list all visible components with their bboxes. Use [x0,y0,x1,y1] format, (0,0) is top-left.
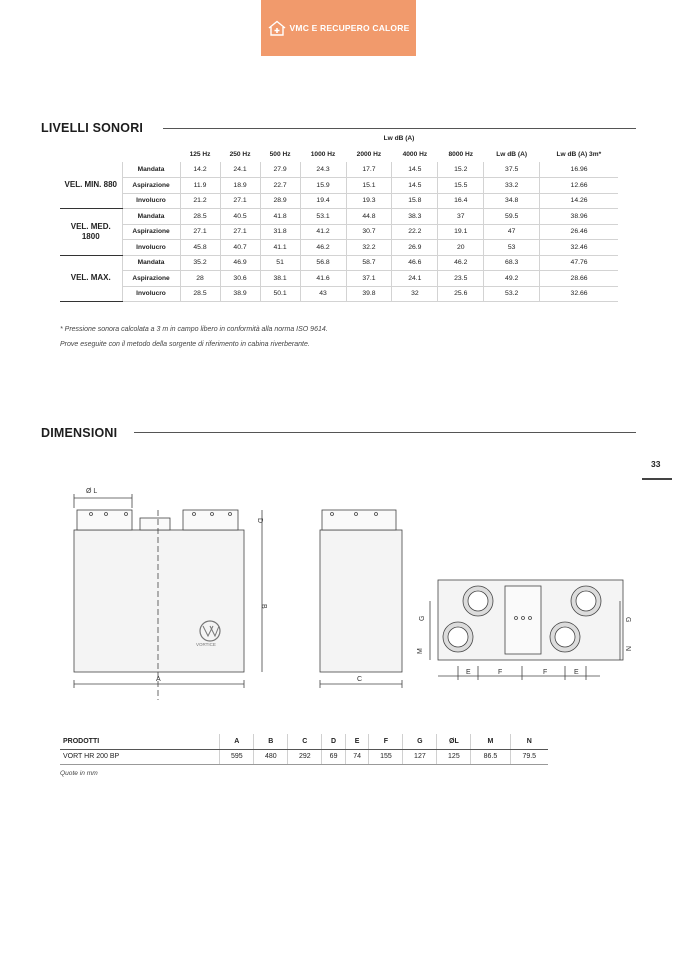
table-cell: 53.2 [484,286,540,302]
table-cell: 25.6 [438,286,484,302]
table-cell: 11.9 [180,178,220,194]
table-cell: 34.8 [484,193,540,209]
table-cell: 26.46 [540,224,618,240]
table-cell: 32.66 [540,286,618,302]
table-cell: 37 [438,209,484,225]
label-a: A [156,676,161,683]
table-cell: 16.96 [540,162,618,178]
row-label: Aspirazione [122,271,180,287]
label-e-right: E [574,669,579,676]
side-view [320,510,402,688]
table-cell: 14.5 [392,162,438,178]
row-label: Mandata [122,162,180,178]
table-cell: 37.1 [346,271,392,287]
table-cell: 56.8 [300,255,346,271]
table-cell: 16.4 [438,193,484,209]
table-cell: 44.8 [346,209,392,225]
category-tag [261,0,416,56]
table-row [60,193,618,209]
dimension-drawings [0,480,678,710]
label-c: C [357,676,363,683]
table-cell: 24.3 [300,162,346,178]
row-label: Mandata [122,255,180,271]
table-cell: 43 [300,286,346,302]
table-cell: 27.9 [260,162,300,178]
title-rule [134,432,636,433]
column-header: B [254,734,288,749]
column-header: N [510,734,548,749]
column-header: Lw dB (A) 3m* [556,150,602,158]
table-cell: 40.7 [220,240,260,256]
table-cell: 46.6 [392,255,438,271]
table-cell: 155 [369,749,403,764]
column-header: M [471,734,510,749]
table-cell: 53 [484,240,540,256]
label-g-left: G [419,615,426,621]
table-row [60,178,618,194]
table-cell: 47.76 [540,255,618,271]
table-row [60,224,618,240]
table-cell: 595 [220,749,254,764]
table-cell: 38.3 [392,209,438,225]
table-cell: 41.6 [300,271,346,287]
label-b: B [260,604,267,609]
table-cell: 22.7 [260,178,300,194]
page-number: 33 [651,459,661,469]
table-cell: 19.4 [300,193,346,209]
table-cell: 59.5 [484,209,540,225]
column-header: 8000 Hz [448,150,474,158]
table-cell: 38.9 [220,286,260,302]
table-cell: 23.5 [438,271,484,287]
table-cell: 14.26 [540,193,618,209]
label-e-left: E [466,669,471,676]
dimensions-table [60,734,548,765]
column-header: 250 Hz [229,150,251,158]
table-cell: 19.1 [438,224,484,240]
table-cell: 21.2 [180,193,220,209]
table-row [60,162,618,178]
table-cell: 28.66 [540,271,618,287]
table-cell: 68.3 [484,255,540,271]
table-cell: 41.8 [260,209,300,225]
table-cell: 41.1 [260,240,300,256]
front-view [74,494,262,700]
table-cell: 125 [437,749,471,764]
speed-group-label: VEL. MIN. 880 [60,162,122,209]
dimensions-title: DIMENSIONI [41,426,118,440]
sound-notes [60,322,328,352]
table-cell: 32.2 [346,240,392,256]
table-cell: 27.1 [220,224,260,240]
table-cell: 127 [403,749,437,764]
label-g-right: G [624,617,631,623]
table-cell: 27.1 [180,224,220,240]
column-header: 4000 Hz [402,150,428,158]
column-header: Lw dB (A) [496,150,528,158]
table-cell: 28.9 [260,193,300,209]
table-cell: 24.1 [220,162,260,178]
label-d: D [256,518,263,524]
table-cell: 15.9 [300,178,346,194]
table-cell: VORT HR 200 BP [60,749,220,764]
group-header: Lw dB (A) [383,135,415,143]
table-cell: 47 [484,224,540,240]
row-label: Involucro [122,286,180,302]
table-cell: 69 [322,749,346,764]
table-row [60,749,548,764]
table-cell: 292 [288,749,322,764]
label-n: N [624,646,631,652]
table-cell: 38.1 [260,271,300,287]
table-cell: 14.5 [392,178,438,194]
category-tag-label: VMC E RECUPERO CALORE [289,23,410,33]
table-cell: 46.2 [438,255,484,271]
label-diam-l: Ø L [86,488,98,495]
table-cell: 50.1 [260,286,300,302]
table-cell: 51 [260,255,300,271]
label-f-left: F [498,669,503,676]
table-row [60,209,618,225]
table-row [60,255,618,271]
row-label: Aspirazione [122,224,180,240]
column-header: D [322,734,346,749]
table-cell: 15.5 [438,178,484,194]
note-1: * Pressione sonora calcolata a 3 m in campo libero in conformità alla norma ISO 9614. [60,326,328,333]
table-cell: 27.1 [220,193,260,209]
table-cell: 17.7 [346,162,392,178]
table-cell: 74 [345,749,369,764]
table-row [60,240,618,256]
column-header: PRODOTTI [60,734,220,749]
table-cell: 35.2 [180,255,220,271]
table-cell: 37.5 [484,162,540,178]
top-view [430,580,623,680]
table-cell: 32.46 [540,240,618,256]
label-m: M [417,648,424,654]
title-rule [163,128,636,129]
row-label: Aspirazione [122,178,180,194]
table-cell: 41.2 [300,224,346,240]
column-header: E [345,734,369,749]
note-2: Prove eseguite con il metodo della sorgente di riferimento in cabina riverberante. [60,341,310,348]
table-cell: 30.6 [220,271,260,287]
column-header: ØL [437,734,471,749]
speed-group-label: VEL. MED. 1800 [60,209,122,256]
table-cell: 32 [392,286,438,302]
brand-logo-text: VORTICE [196,642,216,647]
house-plus-icon [268,20,286,36]
row-label: Involucro [122,193,180,209]
table-cell: 24.1 [392,271,438,287]
table-cell: 20 [438,240,484,256]
table-cell: 28 [180,271,220,287]
table-cell: 49.2 [484,271,540,287]
label-f-right: F [543,669,548,676]
column-header: 125 Hz [189,150,211,158]
table-cell: 46.2 [300,240,346,256]
table-cell: 22.2 [392,224,438,240]
table-cell: 86.5 [471,749,510,764]
table-cell: 26.9 [392,240,438,256]
table-cell: 19.3 [346,193,392,209]
speed-group-label: VEL. MAX. [60,255,122,302]
table-cell: 79.5 [510,749,548,764]
column-header: 500 Hz [269,150,291,158]
table-cell: 45.8 [180,240,220,256]
column-header: 2000 Hz [356,150,382,158]
table-cell: 33.2 [484,178,540,194]
table-cell: 28.5 [180,209,220,225]
table-cell: 31.8 [260,224,300,240]
column-header: G [403,734,437,749]
table-cell: 53.1 [300,209,346,225]
table-cell: 46.9 [220,255,260,271]
table-cell: 28.5 [180,286,220,302]
column-header: A [220,734,254,749]
table-row [60,286,618,302]
table-cell: 30.7 [346,224,392,240]
column-header: C [288,734,322,749]
table-cell: 15.1 [346,178,392,194]
column-header: 1000 Hz [310,150,336,158]
table-cell: 18.9 [220,178,260,194]
table-cell: 480 [254,749,288,764]
row-label: Mandata [122,209,180,225]
table-cell: 15.8 [392,193,438,209]
table-row [60,271,618,287]
column-header: F [369,734,403,749]
sound-levels-title: LIVELLI SONORI [41,121,144,135]
table-cell: 12.66 [540,178,618,194]
table-cell: 39.8 [346,286,392,302]
table-cell: 58.7 [346,255,392,271]
table-cell: 15.2 [438,162,484,178]
sound-levels-table [60,131,618,302]
row-label: Involucro [122,240,180,256]
table-cell: 14.2 [180,162,220,178]
table-cell: 40.5 [220,209,260,225]
table-cell: 38.96 [540,209,618,225]
units-note: Quote in mm [60,770,98,777]
